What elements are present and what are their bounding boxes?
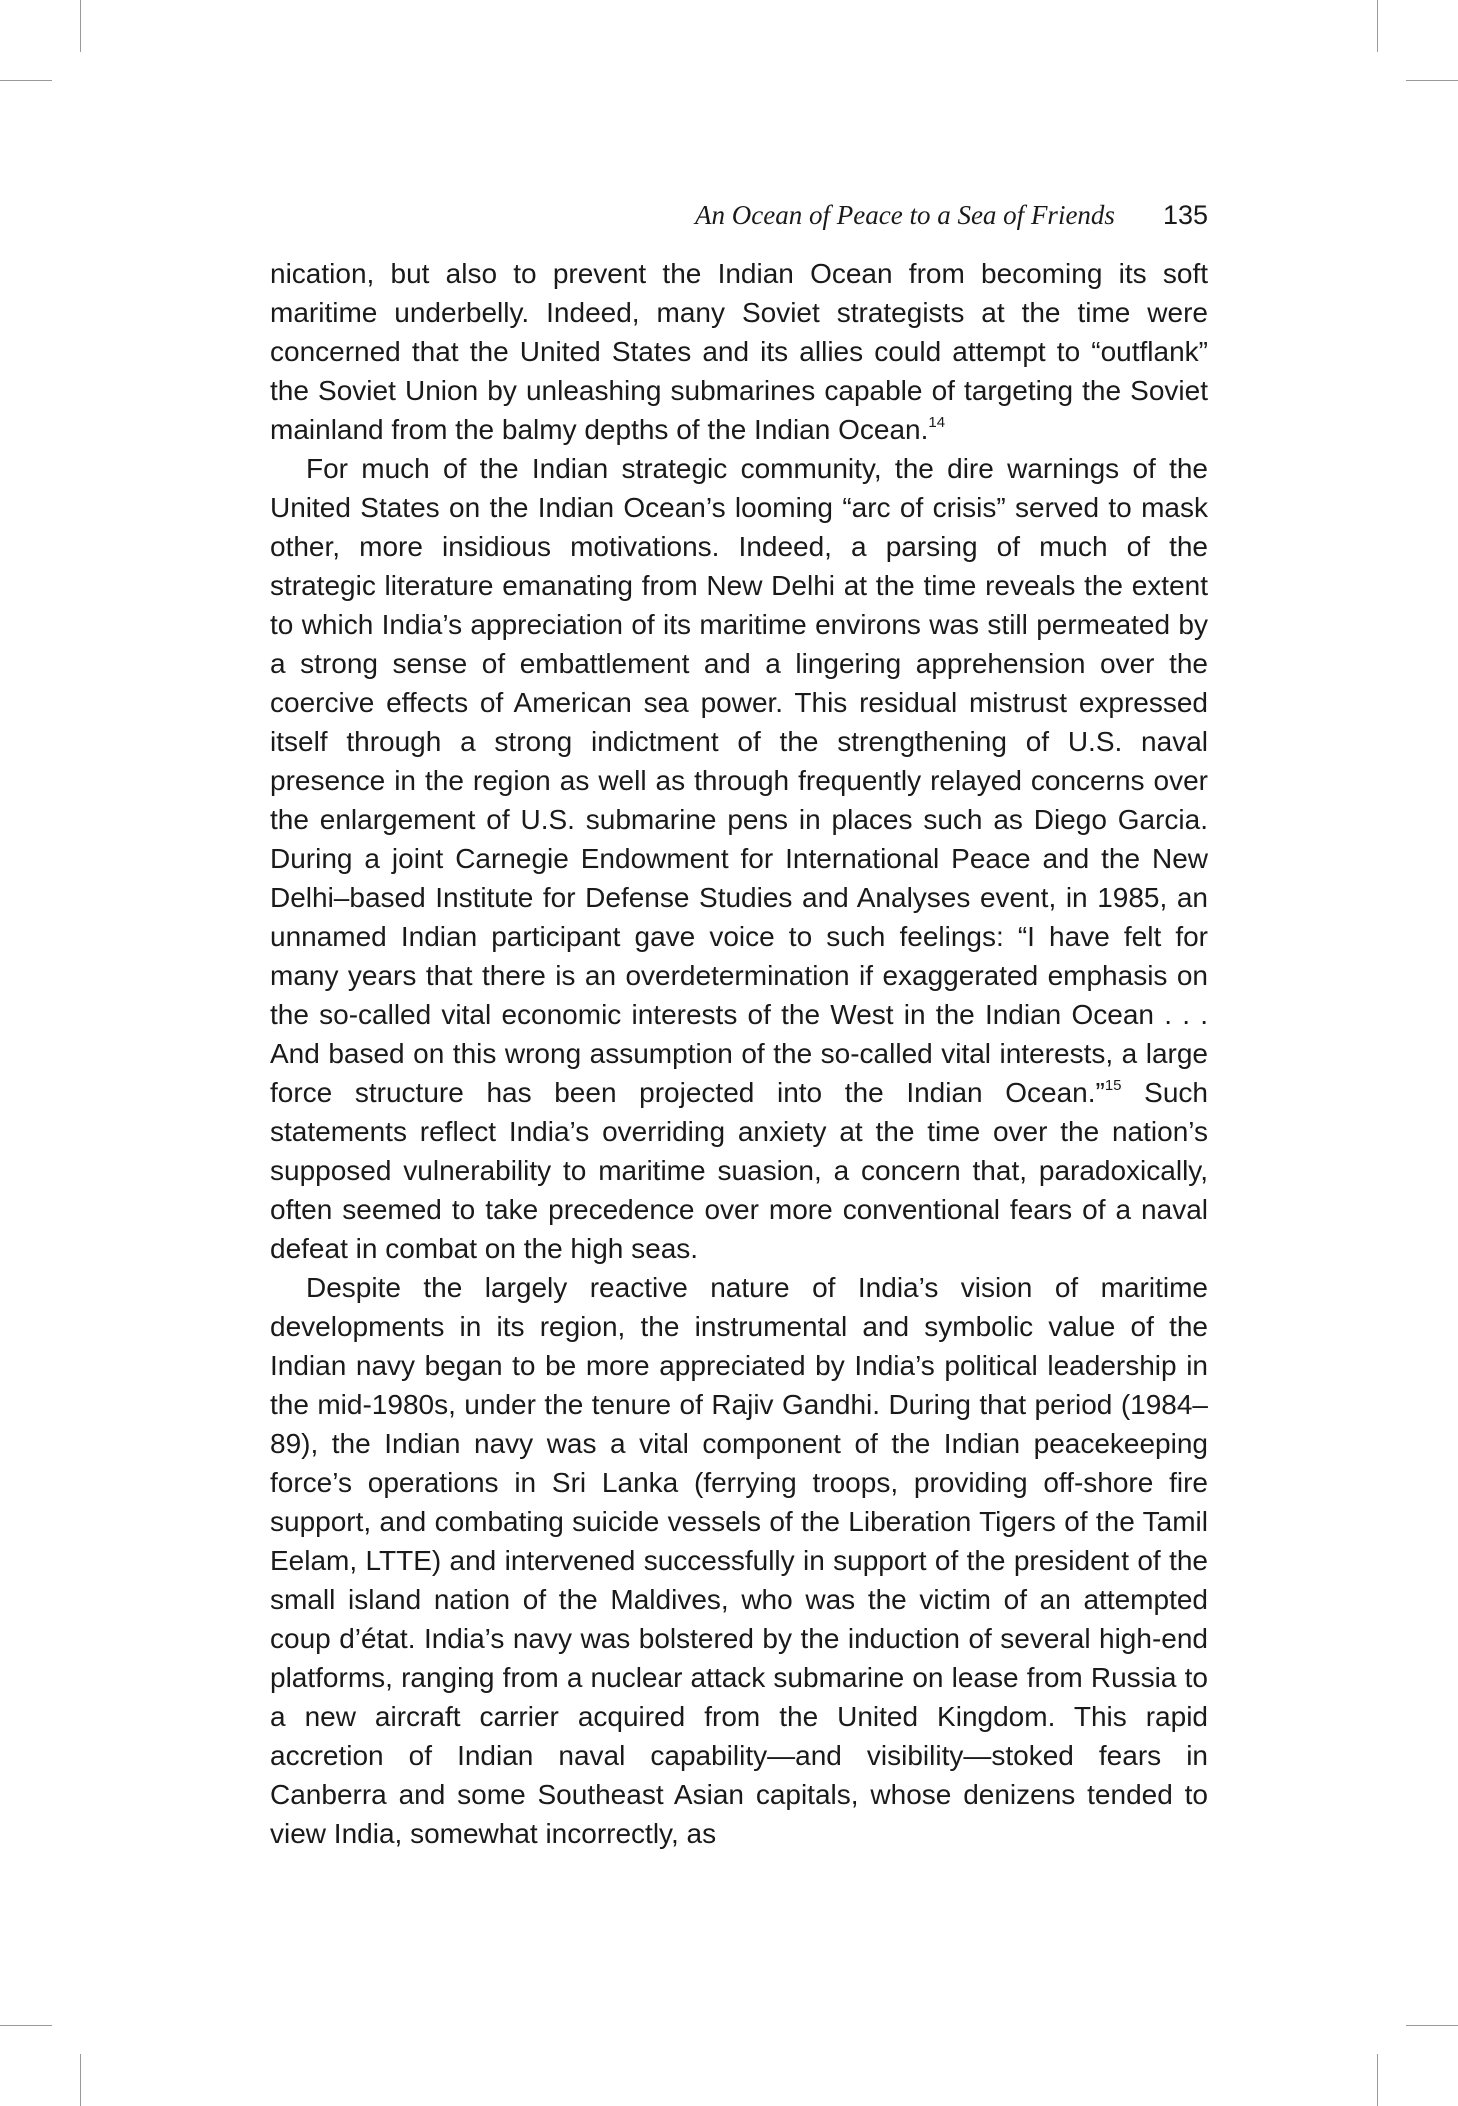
paragraph-text: nication, but also to prevent the Indian Ocean from becoming its soft maritime underbelly. Indeed, many Soviet strategists at the time were concerned that the United States and its allies could attempt to “outflank” the Soviet Union by unleashing submarines capable of targeting the Soviet mainland from the balmy depths of the Indian Ocean. xyxy=(270,258,1208,445)
crop-mark-top-left xyxy=(80,0,81,52)
page-number: 135 xyxy=(1162,200,1208,230)
crop-mark-bottom-left-horizontal xyxy=(0,2025,52,2026)
crop-mark-bottom-right xyxy=(1377,2054,1378,2106)
crop-mark-bottom-right-horizontal xyxy=(1406,2025,1458,2026)
paragraph xyxy=(270,1268,1208,1853)
body-text xyxy=(270,254,1208,1853)
paragraph xyxy=(270,449,1208,1268)
paragraph-text: Despite the largely reactive nature of India’s vision of maritime developments in its region, the instrumental and symbolic value of the Indian navy began to be more appreciated by India’s political leadership in the mid-1980s, under the tenure of Rajiv Gandhi. During that period (1984–89), the Indian navy was a vital component of the Indian peacekeeping force’s operations in Sri Lanka (ferrying troops, providing off-shore fire support, and combating suicide vessels of the Liberation Tigers of the Tamil Eelam, LTTE) and intervened successfully in support of the president of the small island nation of the Maldives, who was the victim of an attempted coup d’état. India’s navy was bolstered by the induction of several high-end platforms, ranging from a nuclear attack submarine on lease from Russia to a new aircraft carrier acquired from the United Kingdom. This rapid accretion of Indian naval capability—and visibility—stoked fears in Canberra and some Southeast Asian capitals, whose denizens tended to view India, somewhat incorrectly, as xyxy=(270,1272,1208,1849)
footnote-reference: 14 xyxy=(928,413,946,431)
paragraph-text: For much of the Indian strategic community, the dire warnings of the United States on the Indian Ocean’s looming “arc of crisis” served to mask other, more insidious motivations. Indeed, a parsing of much of the strategic literature emanating from New Delhi at the time reveals the extent to which India’s appreciation of its maritime environs was still permeated by a strong sense of embattlement and a lingering apprehension over the coercive effects of American sea power. This residual mistrust expressed itself through a strong indictment of the strengthening of U.S. naval presence in the region as well as through frequently relayed concerns over the enlargement of U.S. submarine pens in places such as Diego Garcia. During a joint Carnegie Endowment for International Peace and the New Delhi–based Institute for Defense Studies and Analyses event, in 1985, an unnamed Indian participant gave voice to such feelings: “I have felt for many years that there is an overdetermination if exaggerated emphasis on the so-called vital economic interests of the West in the Indian Ocean . . . And based on this wrong assumption of the so-called vital interests, a large force structure has been projected into the Indian Ocean.” xyxy=(270,453,1208,1108)
crop-mark-top-right-horizontal xyxy=(1406,80,1458,81)
paragraph-text-continued: Such statements reflect India’s overriding anxiety at the time over the nation’s supposed vulnerability to maritime suasion, a concern that, paradoxically, often seemed to take precedence over more conventional fears of a naval defeat in combat on the high seas. xyxy=(270,1077,1208,1264)
crop-mark-top-right xyxy=(1377,0,1378,52)
crop-mark-top-left-horizontal xyxy=(0,80,52,81)
running-title: An Ocean of Peace to a Sea of Friends xyxy=(695,200,1115,230)
running-head xyxy=(270,200,1208,240)
paragraph-continued xyxy=(270,254,1208,449)
crop-mark-bottom-left xyxy=(80,2054,81,2106)
footnote-reference: 15 xyxy=(1104,1076,1122,1094)
